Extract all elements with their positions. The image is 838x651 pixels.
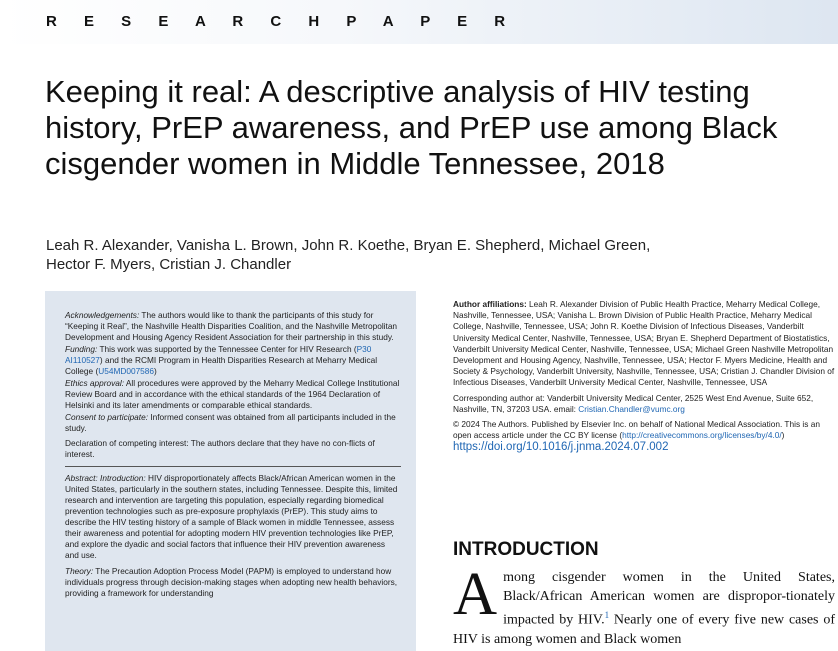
consent xyxy=(65,412,401,434)
acknowledgements-text: The authors would like to thank the participants of this study for “Keeping it Real”, the Nashville Health Disparities Coalition, and the Nashville Metropolitan Development and Housing Agency Resident Association for their partnership in this study. xyxy=(65,310,398,342)
theory-text: The Precaution Adoption Process Model (PAPM) is employed to understand how individuals progress through decision-making stages when adopting new health behaviors, providing a framework for understanding xyxy=(65,566,398,598)
copyright-text-2: ) xyxy=(781,430,785,441)
grant-link-u54[interactable]: U54MD007586 xyxy=(98,366,155,376)
acknowledgements-label: Acknowledgements: xyxy=(65,310,140,320)
author-list xyxy=(46,236,806,274)
citation-link[interactable]: 1 xyxy=(604,610,610,620)
metadata-divider xyxy=(65,466,401,467)
drop-cap: A xyxy=(453,561,498,628)
funding-text-1: This work was supported by the Tennessee Center for HIV Research ( xyxy=(97,344,357,354)
grant-link-p30[interactable]: P30 AI110527 xyxy=(65,344,372,365)
introduction-body xyxy=(453,561,835,649)
article-title: Keeping it real: A descriptive analysis of HIV testing history, PrEP awareness, and PrEP use among Black cisgender women in Middle Tennessee, 2018 xyxy=(45,74,778,181)
ethics-approval xyxy=(65,378,401,411)
author-affiliations xyxy=(453,299,835,389)
corresponding-text: Corresponding author at: Vanderbilt University Medical Center, 2525 West End Avenue, Suite 652, Nashville, TN, 37203 USA. email: xyxy=(453,392,814,414)
affiliations-text: Leah R. Alexander Division of Public Health Practice, Meharry Medical College, Nashville, Tennessee, USA; Vanisha L. Brown Division of Public Health Practice, Meharry Medical College, Nashville, Tennessee, USA; John R. Koethe Division of Infectious Diseases, Vanderbilt University Medical Center, Nashville, Tennessee, USA; Bryan E. Shepherd Department of Biostatistics, Vanderbilt University Medical Center, Nashville, Tennessee, USA; Michael Green Nashville Metropolitan Development and Housing Agency, Nashville, Tennessee, USA; Hector F. Myers Medicine, Health and Society & Psychology, Vanderbilt University, Nashville, Tennessee, USA; Cristian J. Chandler Division of Infectious Diseases, Vanderbilt University Medical Center, Nashville, Tennessee, USA xyxy=(453,299,835,388)
introduction-text-2: Nearly one of every five new cases of HIV is among women and Black women xyxy=(453,612,835,647)
competing-interest: Declaration of competing interest: The authors declare that they have no con-flicts of interest. xyxy=(65,438,375,459)
doi-link[interactable]: https://doi.org/10.1016/j.jnma.2024.07.002 xyxy=(453,441,669,454)
ethics-label: Ethics approval: xyxy=(65,378,125,388)
author-line-2[interactable]: Hector F. Myers, Cristian J. Chandler xyxy=(46,256,292,273)
corresponding-email-link[interactable]: Cristian.Chandler@vumc.org xyxy=(578,403,685,414)
funding-label: Funding: xyxy=(65,344,98,354)
acknowledgements xyxy=(65,310,401,343)
metadata-content xyxy=(65,310,401,600)
theory-label: Theory: xyxy=(65,566,94,576)
corresponding-author xyxy=(453,393,835,415)
affiliations-column xyxy=(453,299,835,454)
consent-text: Informed consent was obtained from all participants included in the study. xyxy=(65,412,396,433)
copyright-text-1: © 2024 The Authors. Published by Elsevier Inc. on behalf of National Medical Association. This is an open access article under the CC BY license ( xyxy=(453,419,820,441)
theory xyxy=(65,566,401,599)
metadata-box xyxy=(45,291,416,651)
introduction-text-1: mong cisgender women in the United States, Black/African American women are dispropor-tionately impacted by HIV. xyxy=(503,570,835,628)
affiliations-label: Author affiliations: xyxy=(453,299,527,309)
abstract xyxy=(65,473,401,561)
introduction-heading: INTRODUCTION xyxy=(453,539,599,560)
license-link[interactable]: http://creativecommons.org/licenses/by/4.0/ xyxy=(622,430,782,441)
funding-text-3: ) xyxy=(154,366,157,376)
funding xyxy=(65,344,401,377)
abstract-text: HIV disproportionately affects Black/African American women in the United States, particularly in the southern states, including Tennessee. Despite this, limited research and intervention are targeting this population, especially regarding biomedical prevention technologies such as pre-exposure prophylaxis (PrEP). This study aims to describe the HIV testing history of a sample of Black women in middle Tennessee, assess their awareness and potential for adopting modern HIV prevention technologies like PrEP, and explore the dyadic and social factors that influence their HIV prevention awareness and use. xyxy=(65,473,398,560)
author-line-1[interactable]: Leah R. Alexander, Vanisha L. Brown, John R. Koethe, Bryan E. Shepherd, Michael Green, xyxy=(46,237,651,254)
consent-label: Consent to participate: xyxy=(65,412,149,422)
abstract-label: Abstract: Introduction: xyxy=(65,473,146,483)
header-band xyxy=(0,0,838,44)
article-type-kicker: R E S E A R C H P A P E R xyxy=(46,13,517,30)
ethics-text: All procedures were approved by the Meharry Medical College Institutional Review Board and in accordance with the ethical standards of the 1964 Declaration of Helsinki and its later amendments or comparable ethical standards. xyxy=(65,378,400,410)
copyright-notice xyxy=(453,419,835,441)
funding-text-2: ) and the RCMI Program in Health Disparities Research at Meharry Medical College ( xyxy=(65,355,378,376)
